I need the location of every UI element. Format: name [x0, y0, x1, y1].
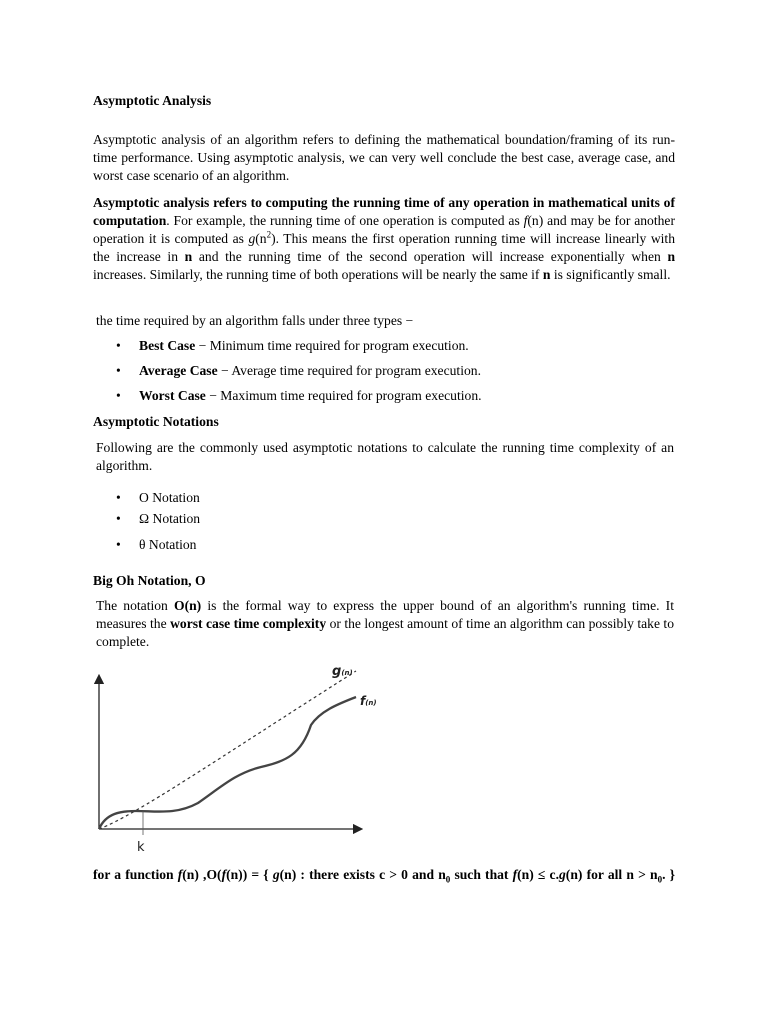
case-label: Best Case — [139, 338, 196, 353]
text: (n — [255, 231, 267, 246]
types-intro: the time required by an algorithm falls under three types − — [96, 313, 414, 328]
notations-intro: Following are the commonly used asymptotic notations to calculate the running time complexity of an algorithm. — [96, 440, 674, 473]
bold-lead: Asymptotic analysis refers to computing the running time of any operation in mathematical units of computation — [93, 195, 675, 228]
f-label: f(n) — [360, 694, 377, 708]
text: The notation — [96, 598, 175, 613]
superscript: 2 — [266, 229, 272, 240]
bold-text: O(n) — [174, 598, 202, 613]
text: (n) : there exists c > 0 and n — [279, 867, 446, 882]
big-oh-definition — [93, 866, 675, 884]
bold-text: worst case time complexity — [170, 616, 327, 631]
case-desc: − Minimum time required for program execution. — [195, 338, 469, 353]
text: ). This means the first operation running time will increase linearly with the increase in — [93, 231, 675, 264]
g-label: g(n) — [332, 664, 353, 679]
g-curve — [99, 671, 356, 829]
text: or the longest amount of time an algorithm can possibly take to complete. — [96, 616, 675, 649]
bigoh-paragraph — [96, 597, 674, 651]
text: (n) ≤ c. — [517, 867, 559, 882]
page-title: Asymptotic Analysis — [93, 93, 212, 108]
g-symbol: g — [248, 231, 256, 246]
bigoh-heading: Big Oh Notation, O — [93, 573, 206, 588]
text: (n)) = { — [226, 867, 273, 882]
list-item — [93, 387, 675, 405]
definition-paragraph — [93, 194, 675, 284]
text: (n) and may be for another operation it is computed as — [93, 213, 675, 246]
case-desc: − Average time required for program execution. — [217, 363, 481, 378]
subscript: 0 — [445, 874, 451, 885]
f-symbol: f — [512, 867, 518, 882]
big-oh-graph — [86, 655, 396, 860]
g-symbol: g — [559, 867, 566, 882]
case-label: Average Case — [139, 363, 218, 378]
notations-list — [93, 489, 675, 554]
text: (n) ,O( — [182, 867, 222, 882]
f-symbol: f — [221, 867, 227, 882]
case-label: Worst Case — [139, 388, 206, 403]
n-symbol: n — [542, 267, 551, 282]
text: (n) for all n > n — [565, 867, 658, 882]
list-item: • θ Notation — [93, 536, 675, 554]
n-symbol: n — [667, 249, 676, 264]
intro-paragraph: Asymptotic analysis of an algorithm refers to defining the mathematical boundation/framing of its run-time performance. Using asymptotic analysis, we can very well conclude the best case, average case, and worst case scenario of an algorithm. — [93, 132, 675, 183]
text: and the running time of the second operation will increase exponentially when — [192, 249, 668, 264]
cases-list — [93, 337, 675, 405]
g-symbol: g — [272, 867, 280, 882]
subscript: 0 — [657, 874, 663, 885]
f-symbol: f — [523, 213, 528, 228]
text: . For example, the running time of one operation is computed as — [166, 213, 524, 228]
text: is the formal way to express the upper bound of an algorithm's running time. It measures the — [96, 598, 674, 631]
case-desc: − Maximum time required for program execution. — [205, 388, 482, 403]
list-item — [93, 337, 675, 355]
text: is significantly small. — [550, 267, 671, 282]
text: for a function — [93, 867, 178, 882]
list-item: • Ω Notation — [93, 510, 675, 528]
n-symbol: n — [184, 249, 193, 264]
list-item — [93, 362, 675, 380]
text: such that — [450, 867, 513, 882]
k-label: k — [137, 840, 145, 855]
text: . } — [662, 867, 675, 882]
f-symbol: f — [177, 867, 183, 882]
text: increases. Similarly, the running time of both operations will be nearly the same if — [93, 267, 543, 282]
notations-heading: Asymptotic Notations — [93, 414, 219, 429]
list-item: • O Notation — [93, 489, 675, 507]
